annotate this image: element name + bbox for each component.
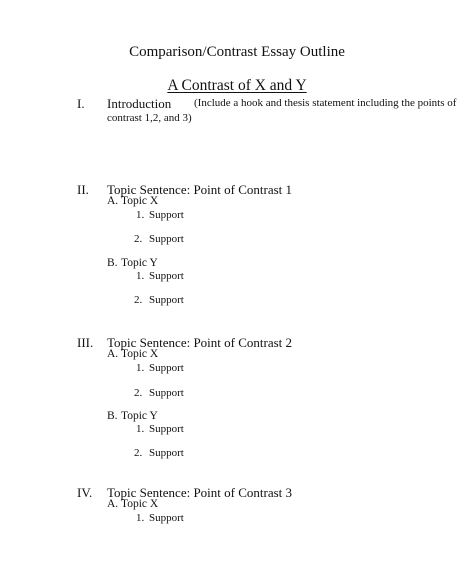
section-3-heading: Topic Sentence: Point of Contrast 3 <box>107 485 293 500</box>
section-2-topic-a-support-2-label: Support <box>149 387 184 399</box>
outline-numeral-section-3: IV. <box>77 485 93 500</box>
section-1-topic-b-support-2-label: Support <box>149 294 184 306</box>
section-2-topic-a-support-1-number: 1. <box>136 362 145 374</box>
section-1-topic-b-support-2-number: 2. <box>134 294 143 306</box>
outline-numeral-intro: I. <box>77 96 85 111</box>
section-2-topic-b-letter: B. <box>107 410 118 422</box>
outline-numeral-section-2: III. <box>77 335 94 350</box>
section-2-topic-b-support-1-number: 1. <box>136 423 145 435</box>
document-subtitle <box>0 78 474 94</box>
section-3-topic-a-support-1-label: Support <box>149 512 184 524</box>
section-2-topic-a-support-2-number: 2. <box>134 387 143 399</box>
section-1-topic-a-support-2-number: 2. <box>134 233 143 245</box>
section-2-topic-b-support-2-label: Support <box>149 447 184 459</box>
section-1-topic-a-support-1-label: Support <box>149 209 184 221</box>
intro-note-line-2: contrast 1,2, and 3) <box>107 112 192 124</box>
section-2-topic-a-label: Topic X <box>121 348 159 360</box>
section-3-topic-a-letter: A. <box>107 498 119 510</box>
section-1-topic-a-letter: A. <box>107 195 119 207</box>
outline-numeral-section-1: II. <box>77 182 89 197</box>
section-1-topic-b-letter: B. <box>107 257 118 269</box>
section-2-topic-b-label: Topic Y <box>121 410 158 422</box>
intro-note-line-1: (Include a hook and thesis statement including the points of <box>194 97 457 109</box>
section-1-topic-a-support-1-number: 1. <box>136 209 145 221</box>
section-2-topic-b-support-2-number: 2. <box>134 447 143 459</box>
document-title: Comparison/Contrast Essay Outline <box>129 44 345 60</box>
section-1-topic-b-label: Topic Y <box>121 257 158 269</box>
document-subtitle-text: A Contrast of X and Y <box>167 77 307 94</box>
section-1-topic-b-support-1-number: 1. <box>136 270 145 282</box>
section-1-topic-a-label: Topic X <box>121 195 159 207</box>
section-3-topic-a-label: Topic X <box>121 498 159 510</box>
section-2-heading: Topic Sentence: Point of Contrast 2 <box>107 335 293 350</box>
intro-heading: Introduction <box>107 96 172 111</box>
section-2-topic-a-letter: A. <box>107 348 119 360</box>
section-1-topic-a-support-2-label: Support <box>149 233 184 245</box>
section-1-topic-b-support-1-label: Support <box>149 270 184 282</box>
section-2-topic-b-support-1-label: Support <box>149 423 184 435</box>
section-2-topic-a-support-1-label: Support <box>149 362 184 374</box>
section-3-topic-a-support-1-number: 1. <box>136 512 145 524</box>
section-1-heading: Topic Sentence: Point of Contrast 1 <box>107 182 293 197</box>
